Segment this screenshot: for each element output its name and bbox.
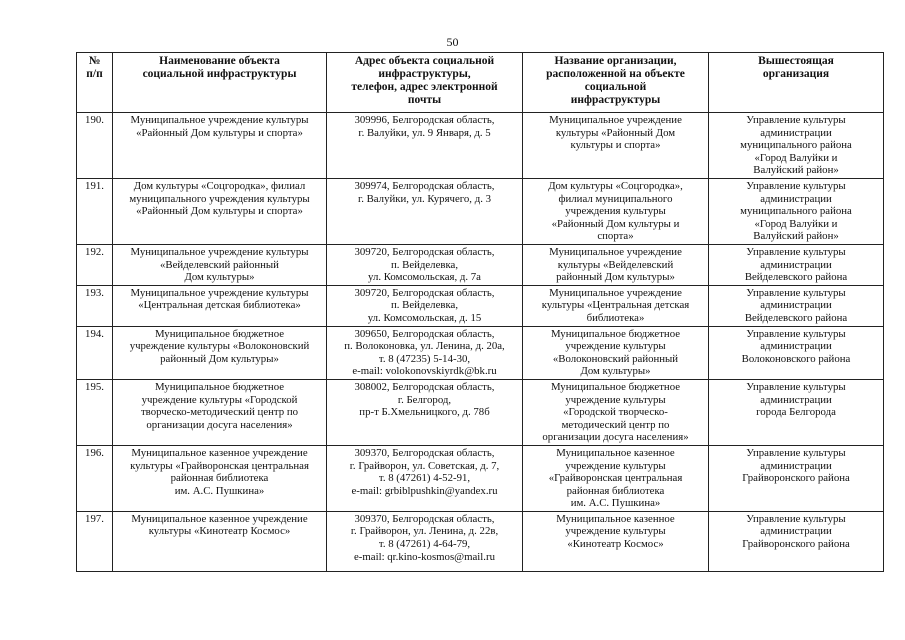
cell-line: «Город Валуйки и	[754, 151, 838, 164]
cell-parent-organization	[709, 326, 884, 379]
cell-parent-organization	[709, 245, 884, 286]
cell-line: культуры и спорта»	[570, 139, 661, 152]
table-row	[77, 245, 884, 286]
cell-line: г. Валуйки, ул. 9 Января, д. 5	[358, 126, 491, 139]
cell-line: муниципального учреждения культуры	[129, 192, 310, 205]
cell-line: ул. Комсомольская, д. 15	[367, 311, 482, 324]
cell-address	[327, 379, 523, 445]
header-line: телефон, адрес электронной	[351, 81, 498, 93]
cell-line: администрации	[760, 340, 832, 353]
cell-line: 309370, Белгородская область,	[354, 446, 495, 459]
cell-line: 309996, Белгородская область,	[354, 114, 495, 126]
cell-line: Дом культуры «Соцгородка»,	[548, 180, 683, 192]
header-line: п/п	[86, 68, 103, 80]
cell-line: «Городской творческо-	[563, 406, 668, 419]
cell-line: 309720, Белгородская область,	[354, 246, 495, 258]
cell-line: Муниципальное учреждение культуры	[130, 114, 309, 126]
table-body	[77, 113, 884, 572]
header-line: почты	[407, 94, 442, 106]
cell-object-name	[113, 113, 327, 179]
cell-line: пр-т Б.Хмельницкого, д. 78б	[359, 406, 490, 419]
cell-line: учреждение культуры	[565, 525, 666, 538]
cell-line: г. Грайворон, ул. Ленина, д. 22в,	[350, 525, 499, 538]
cell-organization	[523, 326, 709, 379]
header-organization	[523, 53, 709, 113]
cell-line: культуры «Кинотеатр Космос»	[148, 525, 291, 538]
cell-line: «Вейделевский районный	[160, 258, 279, 271]
cell-number: 192.	[77, 245, 113, 286]
table-row	[77, 445, 884, 511]
cell-line: г. Белгород,	[397, 393, 452, 406]
cell-line: Муниципальное учреждение культуры	[130, 246, 309, 258]
cell-object-name	[113, 445, 327, 511]
cell-line: Управление культуры	[746, 512, 846, 525]
cell-line: «Волоконовский районный	[552, 352, 679, 365]
table-row	[77, 511, 884, 571]
cell-line: Дом культуры»	[580, 365, 651, 378]
cell-line: культуры «Центральная детская	[541, 299, 690, 312]
social-infrastructure-table	[76, 52, 884, 572]
cell-line: учреждения культуры	[565, 205, 666, 218]
cell-line: Муниципальное учреждение культуры	[130, 286, 309, 299]
cell-line: администрации	[760, 126, 832, 139]
cell-line: «Грайворонская центральная	[548, 472, 683, 485]
cell-line: Муниципальное учреждение	[549, 286, 682, 299]
cell-line: e-mail: qr.kino-kosmos@mail.ru	[354, 550, 495, 563]
cell-line: e-mail: volokonovskiyrdk@bk.ru	[352, 365, 497, 378]
cell-line: филиал муниципального	[558, 192, 673, 205]
cell-address	[327, 179, 523, 245]
cell-line: творческо-методический центр по	[140, 406, 299, 419]
cell-number: 193.	[77, 285, 113, 326]
cell-line: администрации	[760, 258, 832, 271]
header-line: организация	[762, 68, 830, 80]
table-row	[77, 326, 884, 379]
header-line: Вышестоящая	[758, 55, 834, 67]
cell-organization	[523, 113, 709, 179]
cell-line: Управление культуры	[746, 246, 846, 258]
header-address	[327, 53, 523, 113]
cell-parent-organization	[709, 179, 884, 245]
cell-line: администрации	[760, 393, 832, 406]
cell-line: 308002, Белгородская область,	[354, 380, 495, 393]
cell-organization	[523, 379, 709, 445]
header-parent-organization	[709, 53, 884, 113]
table-row	[77, 285, 884, 326]
cell-line: п. Вейделевка,	[390, 299, 459, 312]
cell-line: библиотека»	[586, 311, 645, 324]
cell-line: районный Дом культуры»	[160, 352, 279, 365]
cell-address	[327, 245, 523, 286]
cell-line: культуры «Районный Дом	[555, 126, 676, 139]
cell-line: «Районный Дом культуры и	[551, 217, 680, 230]
cell-line: «Районный Дом культуры и спорта»	[136, 205, 303, 218]
header-line: Наименование объекта	[159, 55, 280, 67]
cell-line: администрации	[760, 525, 832, 538]
cell-line: Управление культуры	[746, 180, 846, 192]
cell-line: Муниципальное бюджетное	[154, 380, 285, 393]
cell-line: «Город Валуйки и	[754, 217, 838, 230]
header-line: Название организации,	[554, 55, 677, 67]
cell-line: администрации	[760, 459, 832, 472]
cell-line: Муниципальное казенное учреждение	[131, 512, 308, 525]
cell-line: Дом культуры «Соцгородка», филиал	[133, 180, 306, 192]
cell-organization	[523, 179, 709, 245]
cell-organization	[523, 285, 709, 326]
cell-line: «Центральная детская библиотека»	[138, 299, 301, 312]
cell-object-name	[113, 285, 327, 326]
cell-line: культуры «Грайворонская центральная	[130, 459, 309, 472]
cell-line: Муниципальное казенное	[556, 512, 675, 525]
cell-line: e-mail: grbiblpushkin@yandex.ru	[351, 484, 498, 497]
cell-line: муниципального района	[740, 205, 852, 218]
cell-object-name	[113, 245, 327, 286]
cell-line: Муниципальное бюджетное	[550, 327, 681, 340]
header-line: социальной	[584, 81, 647, 93]
table-row	[77, 379, 884, 445]
cell-number: 194.	[77, 326, 113, 379]
cell-line: Муниципальное учреждение	[549, 114, 682, 126]
cell-line: им. А.С. Пушкина»	[570, 497, 661, 510]
cell-object-name	[113, 379, 327, 445]
cell-line: районный Дом культуры»	[556, 271, 675, 284]
cell-parent-organization	[709, 445, 884, 511]
cell-line: культуры «Вейделевский	[557, 258, 674, 271]
cell-parent-organization	[709, 511, 884, 571]
cell-line: Грайворонского района	[742, 538, 850, 551]
header-line: расположенной на объекте	[546, 68, 685, 80]
header-number	[77, 53, 113, 113]
cell-parent-organization	[709, 113, 884, 179]
cell-parent-organization	[709, 285, 884, 326]
cell-line: Муниципальное бюджетное	[154, 327, 285, 340]
cell-line: 309720, Белгородская область,	[354, 286, 495, 299]
cell-object-name	[113, 326, 327, 379]
cell-line: Управление культуры	[746, 446, 846, 459]
cell-line: Валуйский район»	[753, 164, 839, 177]
cell-line: районная библиотека	[566, 484, 665, 497]
cell-object-name	[113, 511, 327, 571]
cell-line: «Районный Дом культуры и спорта»	[136, 126, 303, 139]
cell-line: Волоконовского района	[741, 352, 851, 365]
cell-line: районная библиотека	[170, 472, 269, 485]
cell-address	[327, 326, 523, 379]
cell-line: т. 8 (47261) 4-64-79,	[378, 538, 471, 551]
header-line: инфраструктуры,	[378, 68, 471, 80]
header-line: Адрес объекта социальной	[354, 55, 495, 67]
cell-line: Управление культуры	[746, 380, 846, 393]
cell-line: администрации	[760, 299, 832, 312]
cell-line: г. Валуйки, ул. Курячего, д. 3	[357, 192, 491, 205]
cell-address	[327, 285, 523, 326]
cell-line: п. Вейделевка,	[390, 258, 459, 271]
cell-line: 309370, Белгородская область,	[354, 512, 495, 525]
cell-line: Муниципальное казенное учреждение	[131, 446, 308, 459]
table-row	[77, 113, 884, 179]
cell-line: Валуйский район»	[753, 230, 839, 243]
cell-line: Управление культуры	[746, 286, 846, 299]
header-object-name	[113, 53, 327, 113]
cell-number: 191.	[77, 179, 113, 245]
cell-line: Дом культуры»	[184, 271, 255, 284]
cell-line: «Кинотеатр Космос»	[567, 538, 664, 551]
cell-line: Муниципальное казенное	[556, 446, 675, 459]
cell-number: 190.	[77, 113, 113, 179]
cell-line: Вейделевского района	[744, 311, 848, 324]
cell-line: ул. Комсомольская, д. 7а	[368, 271, 481, 284]
cell-number: 197.	[77, 511, 113, 571]
cell-address	[327, 445, 523, 511]
cell-line: п. Волоконовка, ул. Ленина, д. 20а,	[344, 340, 505, 353]
cell-line: муниципального района	[740, 139, 852, 152]
cell-line: Управление культуры	[746, 114, 846, 126]
cell-line: т. 8 (47235) 5-14-30,	[378, 352, 471, 365]
cell-line: 309650, Белгородская область,	[354, 327, 495, 340]
cell-line: учреждение культуры	[565, 340, 666, 353]
cell-line: учреждение культуры	[565, 393, 666, 406]
cell-organization	[523, 245, 709, 286]
cell-organization	[523, 445, 709, 511]
cell-line: администрации	[760, 192, 832, 205]
cell-line: учреждение культуры «Городской	[141, 393, 298, 406]
page-number: 50	[446, 35, 459, 49]
cell-line: Грайворонского района	[742, 472, 850, 485]
cell-line: Муниципальное учреждение	[549, 246, 682, 258]
cell-line: г. Грайворон, ул. Советская, д. 7,	[349, 459, 500, 472]
cell-organization	[523, 511, 709, 571]
cell-address	[327, 113, 523, 179]
cell-line: методический центр по	[561, 418, 670, 431]
cell-line: Муниципальное бюджетное	[550, 380, 681, 393]
cell-number: 195.	[77, 379, 113, 445]
table-header-row	[77, 53, 884, 113]
cell-line: Управление культуры	[746, 327, 846, 340]
cell-line: спорта»	[597, 230, 634, 243]
header-line: социальной инфраструктуры	[142, 68, 297, 80]
cell-line: учреждение культуры «Волоконовский	[129, 340, 310, 353]
cell-line: т. 8 (47261) 4-52-91,	[378, 472, 471, 485]
cell-object-name	[113, 179, 327, 245]
table-row	[77, 179, 884, 245]
cell-line: учреждение культуры	[565, 459, 666, 472]
header-line: №	[88, 55, 101, 67]
cell-line: организации досуга населения»	[146, 418, 293, 431]
header-line: инфраструктуры	[570, 94, 661, 106]
cell-line: организации досуга населения»	[542, 431, 689, 444]
cell-line: им. А.С. Пушкина»	[174, 484, 265, 497]
cell-line: 309974, Белгородская область,	[354, 180, 495, 192]
cell-address	[327, 511, 523, 571]
cell-number: 196.	[77, 445, 113, 511]
cell-parent-organization	[709, 379, 884, 445]
cell-line: Вейделевского района	[744, 271, 848, 284]
cell-line: города Белгорода	[756, 406, 836, 419]
